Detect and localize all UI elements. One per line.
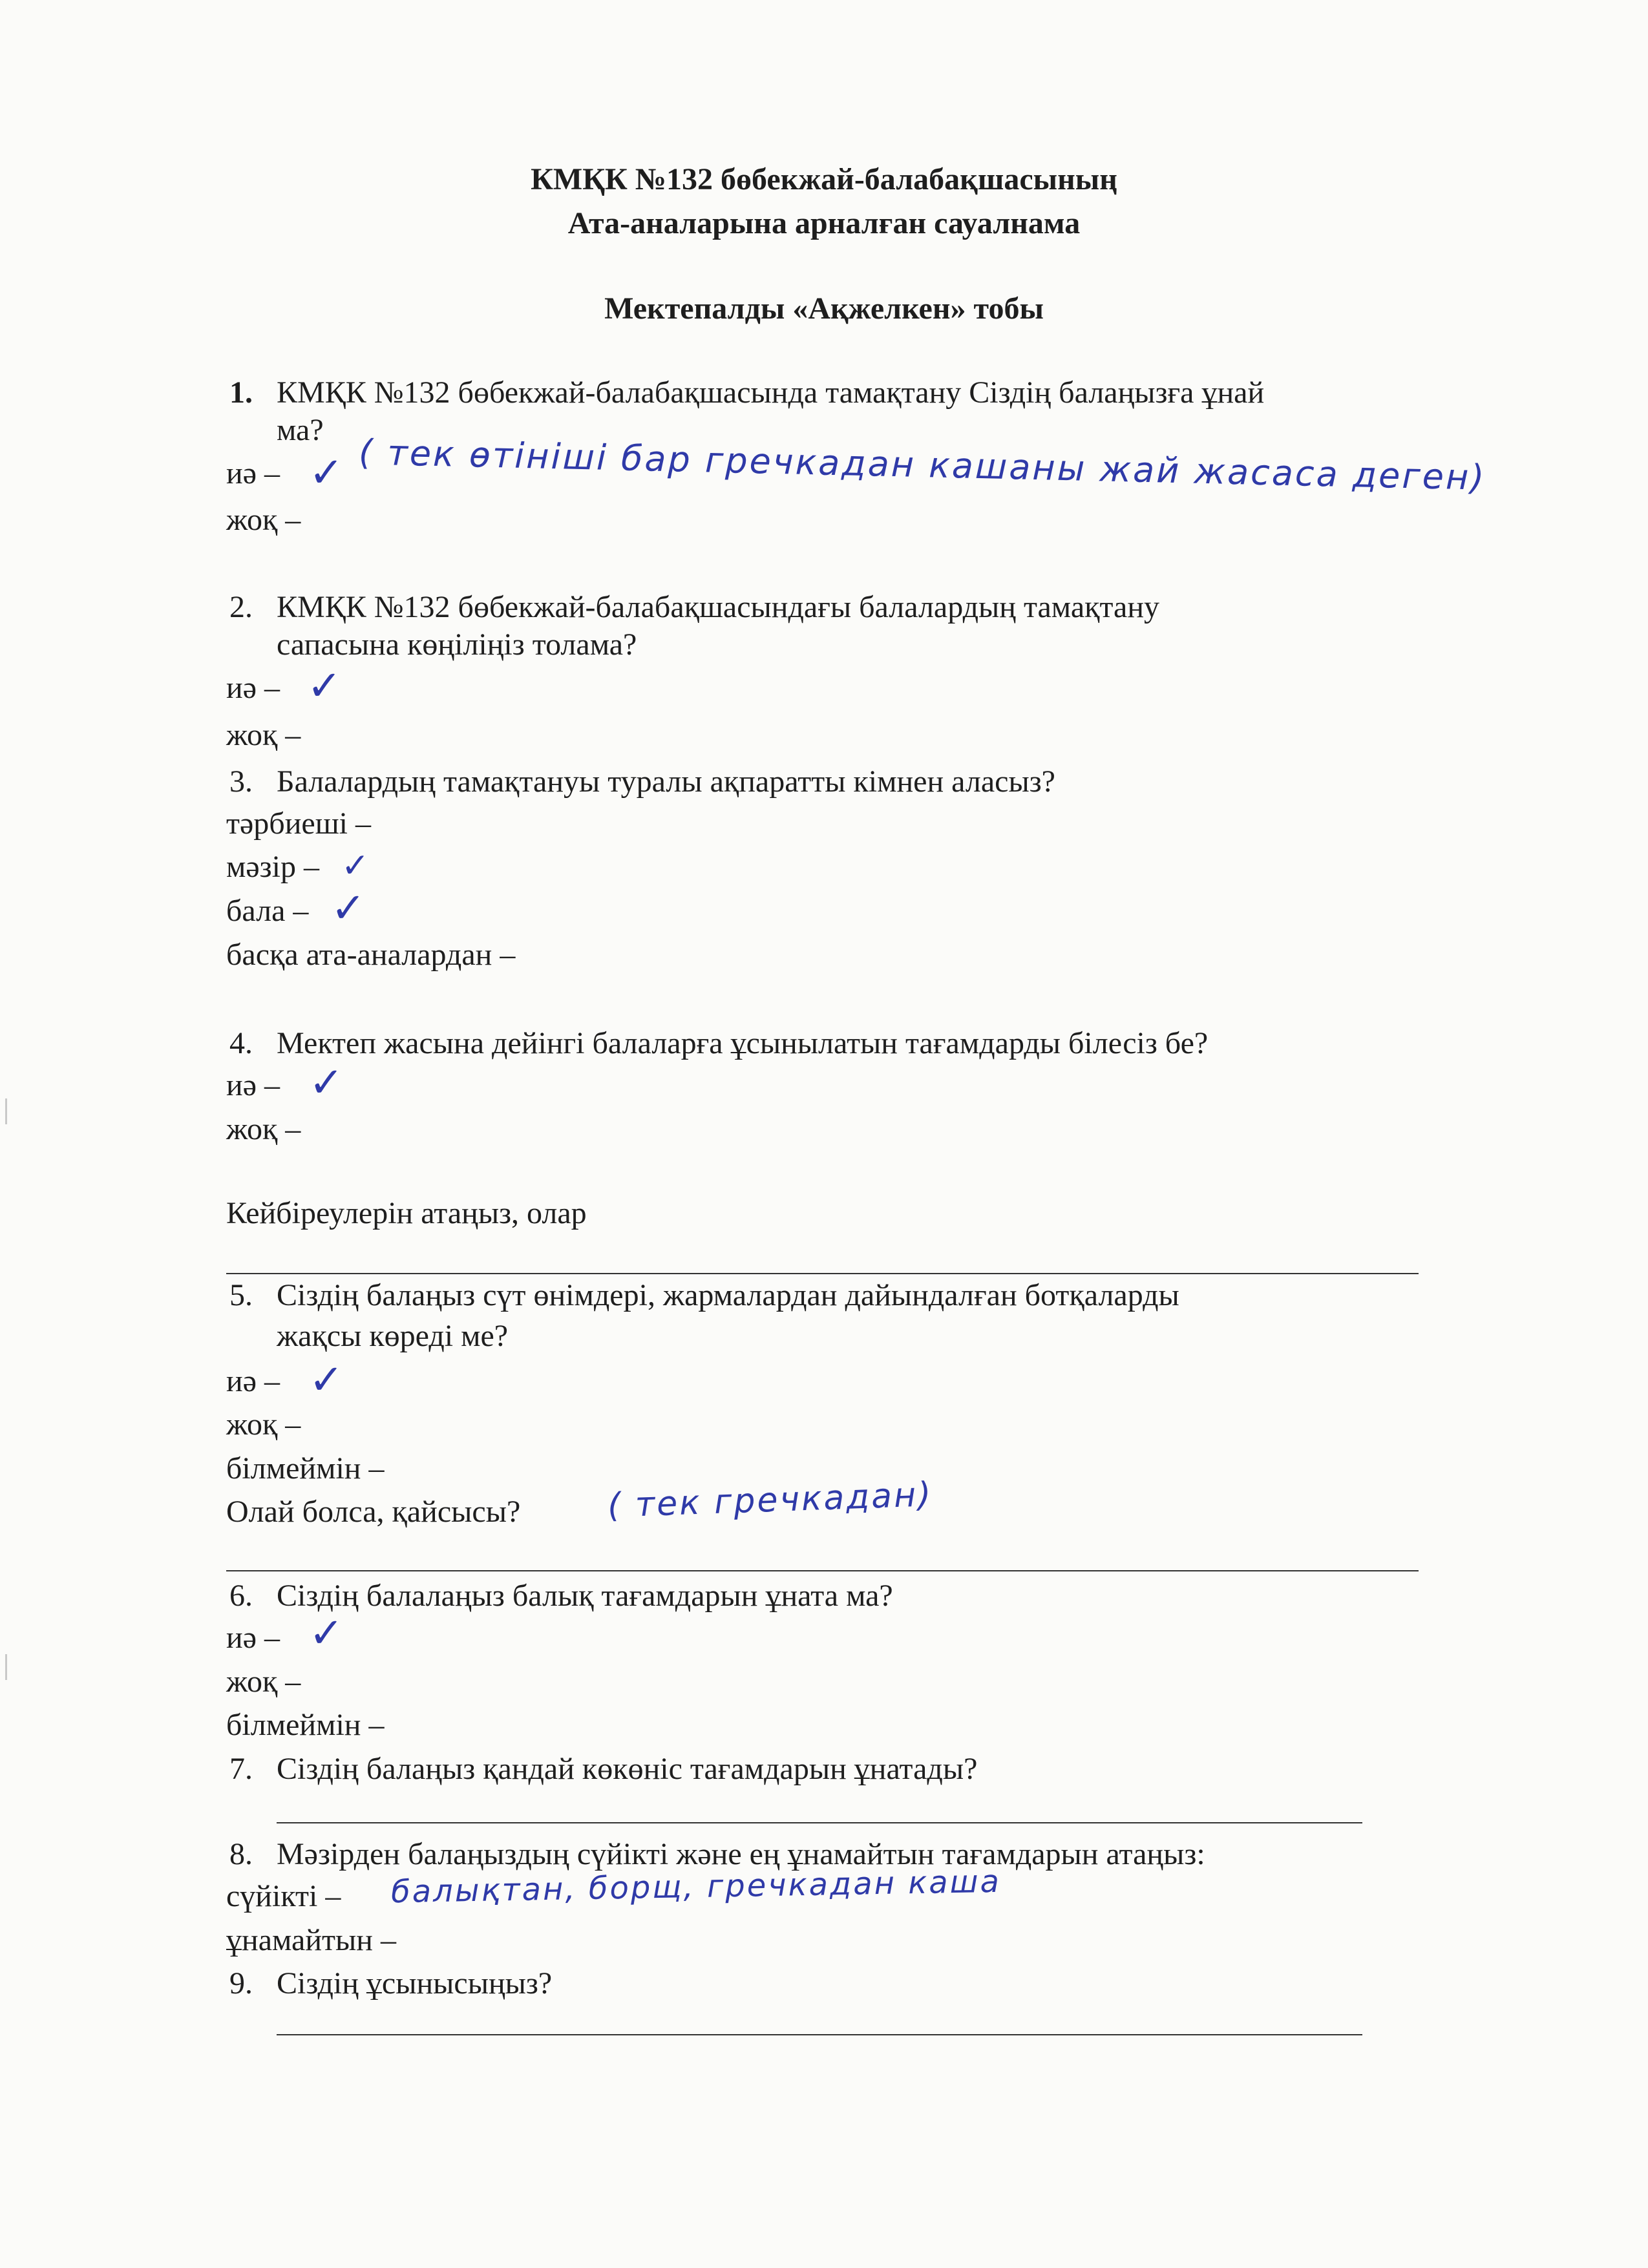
q7-number: 7. bbox=[229, 1752, 253, 1786]
q3-child-check-icon: ✓ bbox=[331, 885, 366, 932]
q5-yes-check-icon: ✓ bbox=[309, 1356, 344, 1404]
q4-option-no[interactable]: жоқ – bbox=[226, 1112, 301, 1146]
q6-option-yes[interactable]: иә – bbox=[226, 1621, 280, 1655]
q1-handwritten-note: ( тек өтініші бар гречкадан кашаны жай жасаса деген) bbox=[358, 432, 1487, 498]
scan-artifact bbox=[5, 1098, 7, 1124]
q1-text-line1: КМҚК №132 бөбекжай-балабақшасында тамақтану Сіздің балаңызға ұнай bbox=[277, 375, 1265, 410]
q8-handwritten-favorites: балықтан, борщ, гречкадан каша bbox=[390, 1863, 1002, 1911]
q4-yes-check-icon: ✓ bbox=[309, 1059, 344, 1107]
group-title: Мектепалды «Ақжелкен» тобы bbox=[604, 291, 1044, 326]
q3-option-other-parents[interactable]: басқа ата-аналардан – bbox=[226, 938, 516, 972]
q4-text: Мектеп жасына дейінгі балаларға ұсынылатын тағамдарды білесіз бе? bbox=[277, 1026, 1209, 1060]
q2-option-yes[interactable]: иә – bbox=[226, 671, 280, 705]
q8-option-disliked[interactable]: ұнамайтын – bbox=[226, 1923, 396, 1957]
q1-option-no[interactable]: жоқ – bbox=[226, 503, 301, 537]
q5-option-no[interactable]: жоқ – bbox=[226, 1407, 301, 1442]
q1-text-line2: ма? bbox=[277, 413, 324, 447]
q1-number: 1. bbox=[229, 375, 253, 410]
q5-handwritten-note: ( тек гречкадан) bbox=[607, 1475, 934, 1526]
q6-text: Сіздің балалаңыз балық тағамдарын ұната ма? bbox=[277, 1579, 893, 1613]
q1-yes-check-icon: ✓ bbox=[309, 449, 344, 497]
q5-option-yes[interactable]: иә – bbox=[226, 1364, 280, 1398]
q2-text-line1: КМҚК №132 бөбекжай-балабақшасындағы балалардың тамақтану bbox=[277, 590, 1160, 624]
q4-number: 4. bbox=[229, 1026, 253, 1060]
q3-menu-check-icon: ✓ bbox=[341, 846, 370, 885]
q5-option-dont-know[interactable]: білмеймін – bbox=[226, 1451, 385, 1486]
q2-option-no[interactable]: жоқ – bbox=[226, 718, 301, 752]
q2-text-line2: сапасына көңіліңіз толама? bbox=[277, 627, 637, 662]
q9-text: Сіздің ұсынысыңыз? bbox=[277, 1966, 553, 2000]
q2-number: 2. bbox=[229, 590, 253, 624]
q2-yes-check-icon: ✓ bbox=[307, 662, 342, 710]
q6-number: 6. bbox=[229, 1579, 253, 1613]
q6-yes-check-icon: ✓ bbox=[309, 1610, 344, 1657]
title-line-1: КМҚК №132 бөбекжай-балабақшасының bbox=[531, 162, 1117, 196]
q7-answer-line[interactable] bbox=[277, 1822, 1362, 1823]
q5-text-line1: Сіздің балаңыз сүт өнімдері, жармалардан дайындалған ботқаларды bbox=[277, 1278, 1179, 1312]
q3-option-teacher[interactable]: тәрбиеші – bbox=[226, 806, 371, 841]
q8-option-favorite[interactable]: сүйікті – bbox=[226, 1879, 341, 1913]
q4-followup: Кейбіреулерін атаңыз, олар bbox=[226, 1196, 587, 1230]
q9-answer-line[interactable] bbox=[277, 2034, 1362, 2035]
q5-text-line2: жақсы көреді ме? bbox=[277, 1319, 509, 1353]
q8-text: Мәзірден балаңыздың сүйікті және ең ұнамайтын тағамдарын атаңыз: bbox=[277, 1837, 1205, 1871]
q9-number: 9. bbox=[229, 1966, 253, 2000]
scan-artifact bbox=[5, 1654, 7, 1680]
q7-text: Сіздің балаңыз қандай көкөніс тағамдарын ұнатады? bbox=[277, 1752, 978, 1786]
q4-answer-line[interactable] bbox=[226, 1273, 1419, 1274]
q1-option-yes[interactable]: иә – bbox=[226, 456, 280, 490]
q5-number: 5. bbox=[229, 1278, 253, 1312]
q6-option-no[interactable]: жоқ – bbox=[226, 1664, 301, 1699]
q3-option-child[interactable]: бала – bbox=[226, 894, 309, 928]
q8-number: 8. bbox=[229, 1837, 253, 1871]
q5-answer-line[interactable] bbox=[226, 1570, 1419, 1571]
q6-option-dont-know[interactable]: білмеймін – bbox=[226, 1708, 385, 1742]
q5-followup: Олай болса, қайсысы? bbox=[226, 1495, 521, 1529]
q3-text: Балалардың тамақтануы туралы ақпаратты кімнен аласыз? bbox=[277, 764, 1055, 799]
title-line-2: Ата-аналарына арналған сауалнама bbox=[567, 206, 1081, 240]
q3-option-menu[interactable]: мәзір – bbox=[226, 850, 319, 884]
q3-number: 3. bbox=[229, 764, 253, 799]
q4-option-yes[interactable]: иә – bbox=[226, 1068, 280, 1102]
